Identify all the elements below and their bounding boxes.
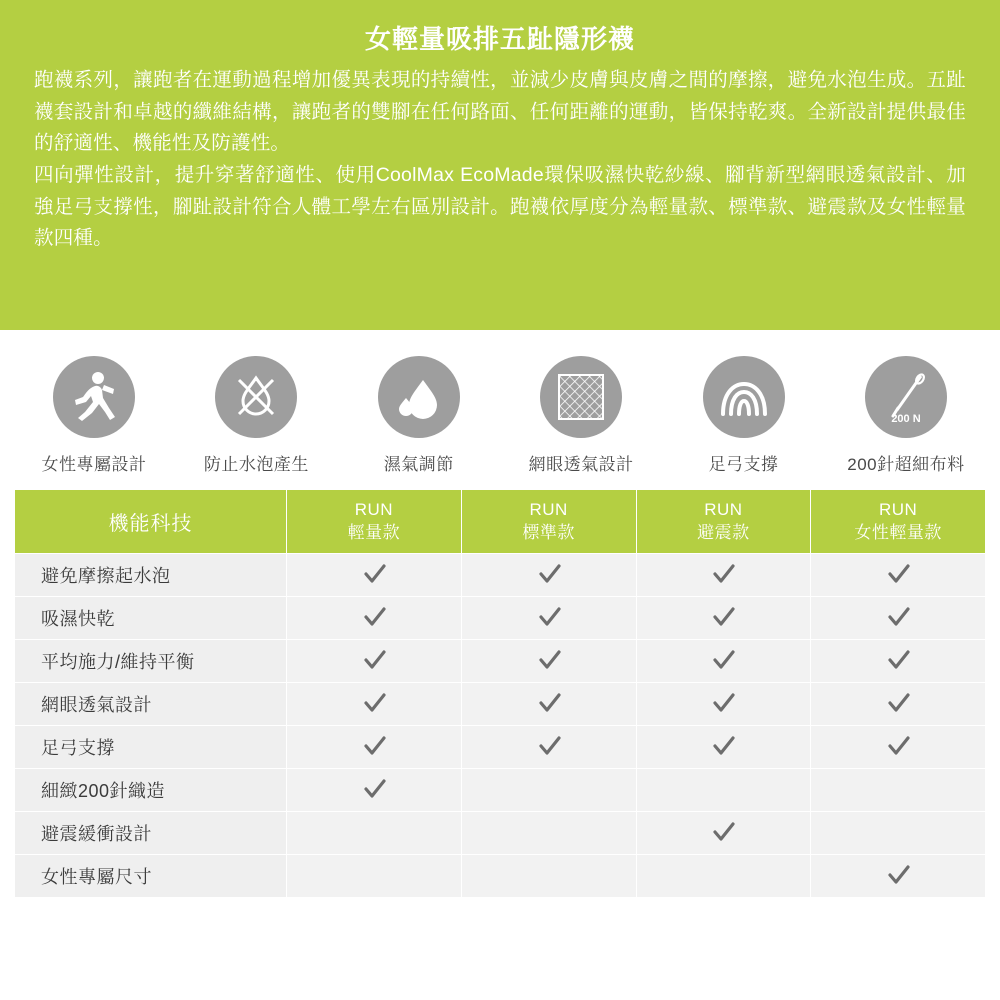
check-icon (363, 605, 385, 627)
page-title: 女輕量吸排五趾隱形襪 (364, 24, 635, 54)
check-icon (363, 691, 385, 713)
check-icon (887, 734, 909, 756)
table-row (15, 855, 986, 898)
col-run-label: RUN (878, 499, 918, 519)
cell-check (461, 597, 636, 640)
cell-check (287, 597, 462, 640)
check-icon (538, 605, 560, 627)
needle-200n-icon (865, 356, 947, 438)
cell-check (636, 683, 811, 726)
cell-empty (636, 769, 811, 812)
col-run-label: RUN (354, 499, 394, 519)
check-icon (712, 605, 734, 627)
cell-empty (811, 812, 986, 855)
mesh-grid-icon (540, 356, 622, 438)
col-sub-label: 女性輕量款 (854, 522, 942, 542)
row-label: 避震緩衝設計 (15, 812, 287, 855)
table-row (15, 769, 986, 812)
col-run-label: RUN (704, 499, 743, 519)
feature-item-arch-support (668, 356, 820, 475)
table-header-col-3 (811, 490, 986, 554)
no-blister-icon (215, 356, 297, 438)
needle-badge-text: 200 N (891, 413, 921, 425)
col-sub-label: 輕量款 (347, 522, 401, 542)
cell-empty (636, 855, 811, 898)
cell-empty (811, 769, 986, 812)
cell-check (636, 812, 811, 855)
check-icon (538, 648, 560, 670)
cell-check (461, 554, 636, 597)
feature-label: 濕氣調節 (383, 455, 454, 474)
table-row (15, 683, 986, 726)
row-label: 足弓支撐 (15, 726, 287, 769)
description-paragraph-2: 四向彈性設計，提升穿著舒適性、使用CoolMax EcoMade環保吸濕快乾紗線、腳背新型網眼透氣設計、加強足弓支撐性，腳趾設計符合人體工學左右區別設計。跑襪依厚度分為輕量款、標準款、避震款及女性輕量款四種。 (34, 163, 966, 250)
table-header-col-1 (461, 490, 636, 554)
check-icon (712, 562, 734, 584)
feature-label: 網眼透氣設計 (528, 455, 634, 474)
spec-table (14, 489, 986, 898)
cell-check (636, 554, 811, 597)
feature-label: 200針超細布料 (847, 455, 965, 474)
moisture-drop-icon (378, 356, 460, 438)
hero-description-block (0, 0, 1000, 330)
table-header-col-0 (287, 490, 462, 554)
col-sub-label: 標準款 (522, 522, 575, 542)
check-icon (712, 820, 734, 842)
table-header-col-2 (636, 490, 811, 554)
row-label: 網眼透氣設計 (15, 683, 287, 726)
row-label: 平均施力/維持平衡 (15, 640, 287, 683)
running-woman-icon (53, 356, 135, 438)
check-icon (363, 734, 385, 756)
check-icon (363, 562, 385, 584)
cell-check (461, 640, 636, 683)
check-icon (363, 777, 385, 799)
check-icon (538, 562, 560, 584)
feature-icon-row (0, 330, 1000, 481)
cell-check (811, 683, 986, 726)
arch-support-icon (703, 356, 785, 438)
col-sub-label: 避震款 (697, 522, 750, 542)
cell-check (811, 855, 986, 898)
table-header-row (15, 490, 986, 554)
cell-check (636, 726, 811, 769)
table-header-feature: 機能科技 (15, 490, 287, 554)
cell-check (811, 640, 986, 683)
check-icon (712, 648, 734, 670)
feature-item-no-blister (180, 356, 332, 475)
row-label: 避免摩擦起水泡 (15, 554, 287, 597)
cell-check (287, 683, 462, 726)
cell-check (461, 683, 636, 726)
cell-empty (461, 769, 636, 812)
check-icon (887, 605, 909, 627)
check-icon (363, 648, 385, 670)
check-icon (887, 562, 909, 584)
description-paragraph-1: 跑襪系列，讓跑者在運動過程增加優異表現的持續性，並減少皮膚與皮膚之間的摩擦，避免水泡生成。五趾襪套設計和卓越的纖維結構，讓跑者的雙腳在任何路面、任何距離的運動，皆保持乾爽。全新設計提供最佳的舒適性、機能性及防護性。 (34, 69, 966, 155)
table-body (15, 554, 986, 898)
cell-check (461, 726, 636, 769)
cell-check (811, 726, 986, 769)
feature-label: 女性專屬設計 (41, 455, 147, 474)
cell-check (287, 554, 462, 597)
cell-empty (461, 812, 636, 855)
feature-label: 防止水泡產生 (203, 455, 309, 474)
row-label: 女性專屬尺寸 (15, 855, 287, 898)
feature-item-womens-design (18, 356, 170, 475)
table-row (15, 554, 986, 597)
check-icon (538, 691, 560, 713)
cell-check (811, 597, 986, 640)
cell-check (636, 640, 811, 683)
check-icon (538, 734, 560, 756)
table-row (15, 597, 986, 640)
col-run-label: RUN (529, 499, 568, 519)
cell-empty (287, 855, 462, 898)
table-row (15, 640, 986, 683)
cell-check (287, 640, 462, 683)
check-icon (712, 734, 734, 756)
check-icon (712, 691, 734, 713)
table-row (15, 726, 986, 769)
row-label: 細緻200針織造 (15, 769, 287, 812)
check-icon (887, 863, 909, 885)
spec-table-wrapper (0, 481, 1000, 908)
check-icon (887, 691, 909, 713)
table-row (15, 812, 986, 855)
cell-check (811, 554, 986, 597)
check-icon (887, 648, 909, 670)
cell-check (636, 597, 811, 640)
cell-empty (287, 812, 462, 855)
feature-item-mesh (505, 356, 657, 475)
feature-label: 足弓支撐 (708, 455, 779, 474)
feature-item-moisture (343, 356, 495, 475)
cell-check (287, 726, 462, 769)
feature-item-200n-fabric (830, 356, 982, 475)
cell-check (287, 769, 462, 812)
row-label: 吸濕快乾 (15, 597, 287, 640)
cell-empty (461, 855, 636, 898)
